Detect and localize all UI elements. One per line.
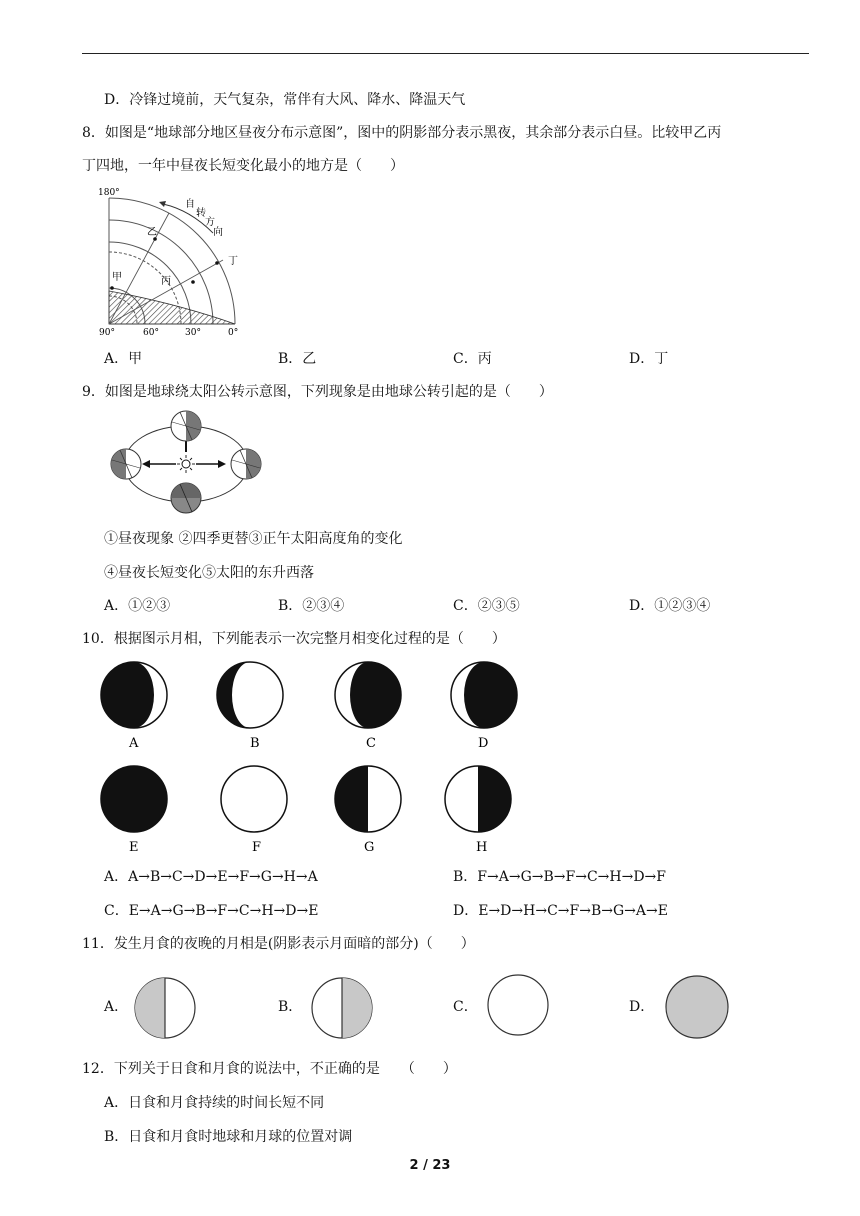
- q9-line1: ①昼夜现象 ②四季更替③正午太阳高度角的变化: [104, 531, 403, 547]
- moon-label-g: G: [364, 840, 375, 855]
- header-rule: [82, 53, 809, 54]
- moon-g: [335, 766, 401, 832]
- q9-option-a[interactable]: A．①②③: [104, 598, 171, 614]
- q8-lon-90: 90°: [99, 328, 115, 338]
- q8-lon-60: 60°: [143, 328, 159, 338]
- moon-b: [217, 662, 283, 728]
- q9-line2: ④昼夜长短变化⑤太阳的东升西落: [104, 565, 314, 581]
- q12-option-a[interactable]: A．日食和月食持续的时间长短不同: [104, 1095, 325, 1111]
- q9-option-b[interactable]: B．②③④: [278, 598, 345, 614]
- q8-point-jia: 甲: [112, 272, 122, 283]
- q8-point-yi: 乙: [147, 227, 157, 238]
- q8-stem-line1: 8．如图是“地球部分地区昼夜分布示意图”，图中的阴影部分表示黑夜，其余部分表示白昼。比较甲乙丙: [82, 125, 722, 141]
- moon-a: [101, 662, 167, 728]
- q12-stem: 12．下列关于日食和月食的说法中，不正确的是 （ ）: [82, 1061, 457, 1077]
- q11-stem: 11．发生月食的夜晚的月相是(阴影表示月面暗的部分)（ ）: [82, 936, 475, 952]
- q11-option-a-label[interactable]: A．: [104, 999, 129, 1015]
- moon-label-f: F: [252, 840, 262, 855]
- q8-stem-line2: 丁四地，一年中昼夜长短变化最小的地方是（ ）: [82, 158, 404, 174]
- moon-c: [335, 662, 401, 728]
- q8-option-c[interactable]: C．丙: [453, 351, 492, 367]
- moon-label-e: E: [129, 840, 139, 855]
- q11-moon-c[interactable]: [486, 973, 550, 1037]
- q9-option-c[interactable]: C．②③⑤: [453, 598, 520, 614]
- moon-label-a: A: [129, 736, 139, 751]
- q8-daynight-figure: [95, 185, 255, 340]
- q11-option-b-label[interactable]: B．: [278, 999, 303, 1015]
- q8-point-ding: 丁: [228, 256, 238, 267]
- moon-f: [221, 766, 287, 832]
- q9-orbit-figure: [108, 410, 268, 514]
- moon-label-b: B: [250, 736, 260, 751]
- moon-d: [451, 662, 517, 728]
- q11-option-c-label[interactable]: C．: [453, 999, 478, 1015]
- q10-option-d[interactable]: D．E→D→H→C→F→B→G→A→E: [453, 903, 668, 919]
- q8-option-b[interactable]: B．乙: [278, 351, 317, 367]
- q7-option-d[interactable]: D．冷锋过境前，天气复杂，常伴有大风、降水、降温天气: [104, 92, 466, 108]
- q8-lon-180: 180°: [98, 188, 120, 198]
- moon-label-c: C: [366, 736, 376, 751]
- moon-label-h: H: [476, 840, 488, 855]
- q8-rot-1: 自: [185, 199, 195, 210]
- q11-moon-d[interactable]: [664, 974, 730, 1040]
- q10-option-a[interactable]: A．A→B→C→D→E→F→G→H→A: [104, 869, 318, 885]
- q9-stem: 9．如图是地球绕太阳公转示意图，下列现象是由地球公转引起的是（ ）: [82, 384, 553, 400]
- q9-option-d[interactable]: D．①②③④: [629, 598, 711, 614]
- q11-moon-b[interactable]: [310, 976, 374, 1040]
- q8-point-bing: 丙: [161, 276, 171, 287]
- q10-stem: 10．根据图示月相，下列能表示一次完整月相变化过程的是（ ）: [82, 631, 506, 647]
- q8-lon-30: 30°: [185, 328, 201, 338]
- q8-rot-2: 转: [196, 208, 206, 219]
- q8-option-a[interactable]: A．甲: [104, 351, 143, 367]
- q10-option-c[interactable]: C．E→A→G→B→F→C→H→D→E: [104, 903, 319, 919]
- q10-option-b[interactable]: B．F→A→G→B→F→C→H→D→F: [453, 869, 667, 885]
- q11-option-d-label[interactable]: D．: [629, 999, 655, 1015]
- q8-rot-4: 向: [213, 227, 223, 238]
- q8-lon-0: 0°: [228, 328, 239, 338]
- q8-rot-3: 方: [205, 217, 215, 228]
- q11-moon-a[interactable]: [133, 976, 197, 1040]
- page-number: 2 / 23: [409, 1158, 451, 1173]
- q8-option-d[interactable]: D．丁: [629, 351, 669, 367]
- moon-h: [445, 766, 511, 832]
- q12-option-b[interactable]: B．日食和月食时地球和月球的位置对调: [104, 1129, 353, 1145]
- moon-label-d: D: [478, 736, 489, 751]
- moon-e: [101, 766, 167, 832]
- q10-moon-phases: [98, 660, 528, 860]
